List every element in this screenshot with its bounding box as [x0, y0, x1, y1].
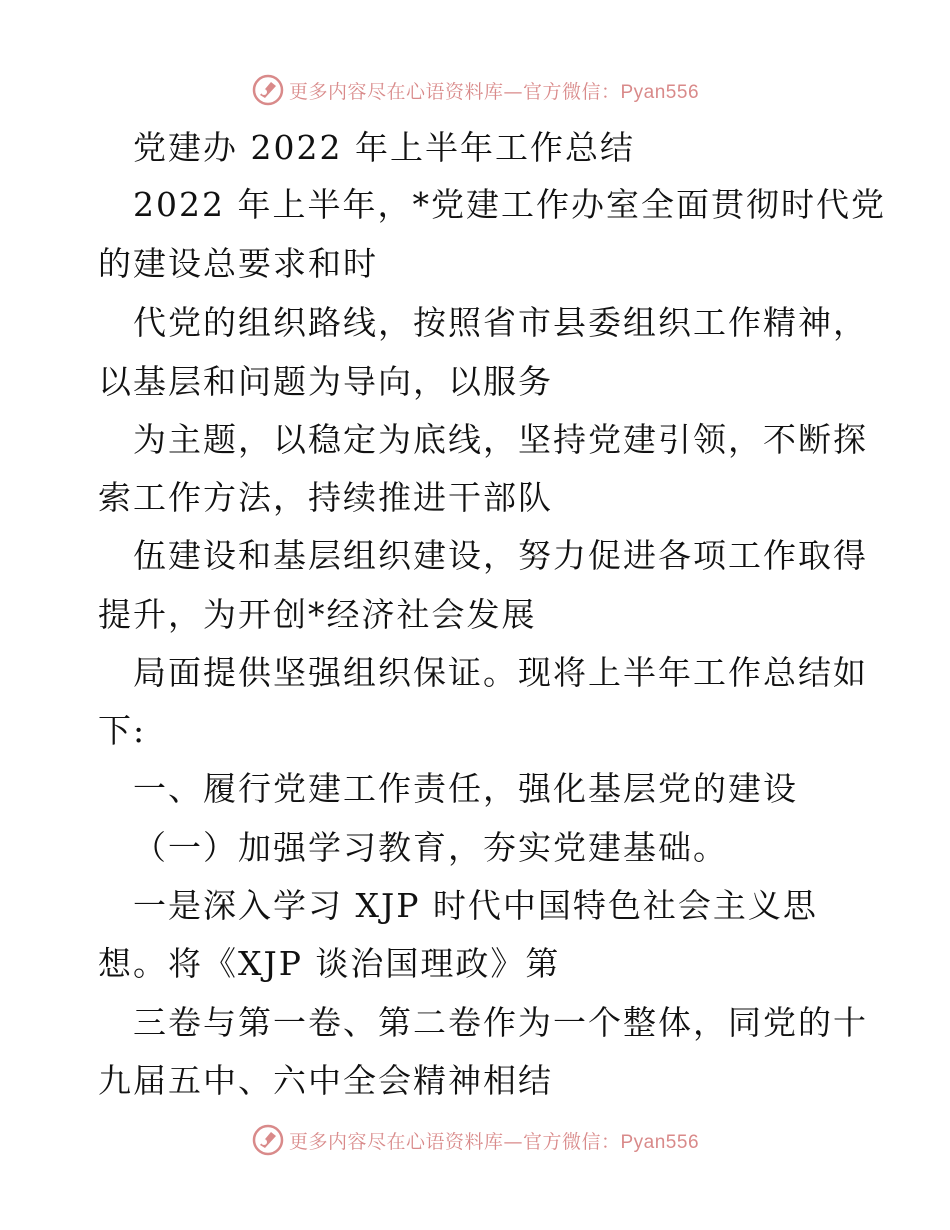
paragraph-line: 提升，为开创*经济社会发展	[98, 595, 537, 634]
subsection-heading: （一）加强学习教育，夯实党建基础。	[133, 828, 728, 867]
paragraph-line: 的建设总要求和时	[98, 244, 378, 283]
paragraph-line: 以基层和问题为导向，以服务	[98, 362, 553, 401]
watermark-handle: Pyan556	[620, 1131, 700, 1153]
paragraph-line: 局面提供坚强组织保证。现将上半年工作总结如	[133, 653, 868, 692]
paragraph-line: 代党的组织路线，按照省市县委组织工作精神，	[133, 303, 868, 342]
seal-logo-icon	[251, 1123, 285, 1157]
paragraph-line: 为主题，以稳定为底线，坚持党建引领，不断探	[133, 420, 868, 459]
document-title: 党建办 2022 年上半年工作总结	[133, 128, 635, 167]
watermark-handle: Pyan556	[620, 81, 700, 103]
paragraph-line: 想。将《XJP 谈治国理政》第	[98, 944, 561, 983]
paragraph-line: 一是深入学习 XJP 时代中国特色社会主义思	[133, 886, 818, 925]
watermark-text	[289, 77, 699, 104]
paragraph-line: 三卷与第一卷、第二卷作为一个整体，同党的十	[133, 1003, 868, 1042]
paragraph-line: 2022 年上半年，*党建工作办室全面贯彻时代党	[133, 185, 886, 224]
watermark-text	[289, 1127, 699, 1154]
header-watermark-banner	[0, 70, 950, 110]
paragraph-line: 伍建设和基层组织建设，努力促进各项工作取得	[133, 536, 868, 575]
paragraph-line: 九届五中、六中全会精神相结	[98, 1061, 553, 1100]
footer-watermark-banner	[0, 1120, 950, 1160]
watermark-label: 更多内容尽在心语资料库—官方微信：	[288, 80, 621, 103]
paragraph-line: 下:	[98, 711, 147, 750]
seal-logo-icon	[251, 73, 285, 107]
paragraph-line: 索工作方法，持续推进干部队	[98, 478, 553, 517]
section-heading: 一、履行党建工作责任，强化基层党的建设	[133, 769, 798, 808]
watermark-label: 更多内容尽在心语资料库—官方微信：	[288, 1130, 621, 1153]
